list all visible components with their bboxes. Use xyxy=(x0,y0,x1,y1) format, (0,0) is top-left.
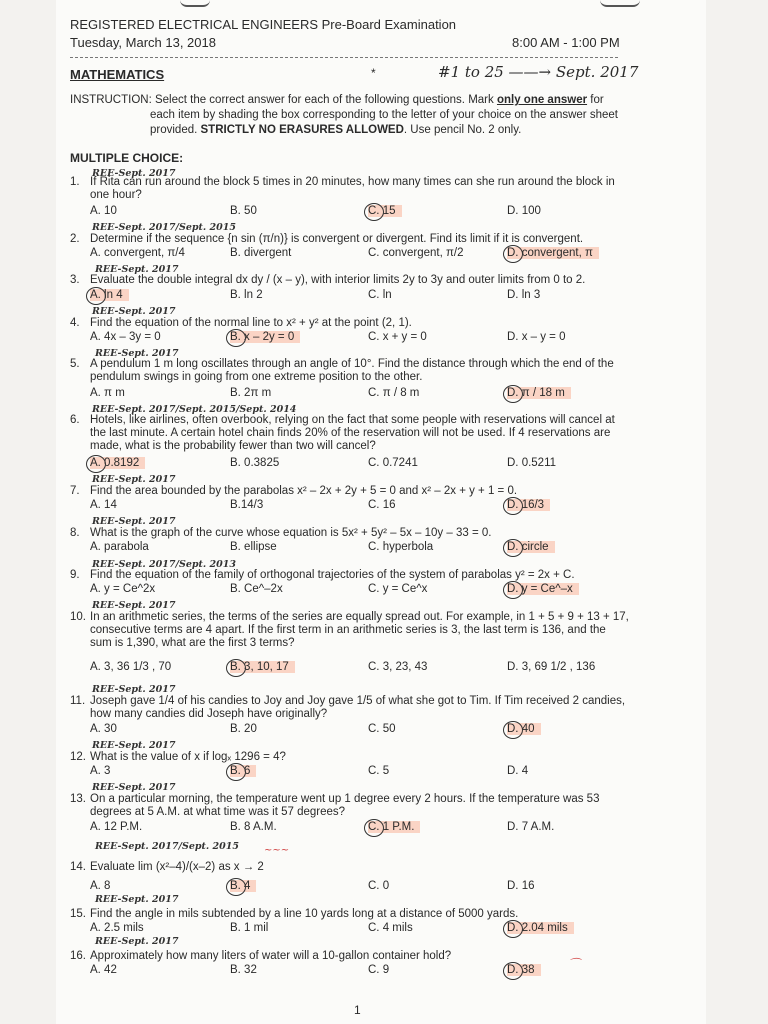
answer-circle-mark xyxy=(226,329,246,347)
question-number: 6. xyxy=(70,414,80,426)
answer-option-b: B. 50 xyxy=(230,205,257,217)
answer-option-b: B. ln 2 xyxy=(230,289,263,301)
handwritten-source-note: REE-Sept. 2017 xyxy=(92,306,176,317)
instructions xyxy=(70,93,630,138)
instruction-text-1b: for xyxy=(587,94,604,106)
question-text: Evaluate lim (x²–4)/(x–2) as x → 2 xyxy=(90,861,264,873)
instruction-text-1: INSTRUCTION: Select the correct answer for each of the following questions. Mark xyxy=(70,94,497,106)
question-text: A pendulum 1 m long oscillates through an angle of 10°. Find the distance through which the end of the pendulum swings in going from one extreme position to the other. xyxy=(90,358,614,383)
answer-option-b: B.14/3 xyxy=(230,499,264,511)
answer-option-b: B. x – 2y = 0 xyxy=(230,331,300,343)
handwritten-source-note: REE-Sept. 2017/Sept. 2013 xyxy=(92,559,236,570)
answer-option-b: B. 0.3825 xyxy=(230,457,280,469)
answer-option-c: C. 15 xyxy=(368,205,402,217)
question-text: Hotels, like airlines, often overbook, relying on the fact that some people with reservations will cancel at the last minute. A certain hotel chain finds 20% of the reservation will not be used. If 4 reservations are made, what is the probability fewer than two will cancel? xyxy=(90,414,615,452)
answer-option-d: D. 100 xyxy=(507,205,541,217)
handwritten-source-note: REE-Sept. 2017/Sept. 2015 xyxy=(92,222,236,233)
answer-option-c: C. 5 xyxy=(368,765,390,777)
handwritten-source-note: REE-Sept. 2017 xyxy=(92,474,176,485)
question-number: 10. xyxy=(70,611,86,623)
answer-option-a: A. 42 xyxy=(90,964,117,976)
instruction-line-3 xyxy=(70,123,630,138)
answer-option-a: A. 4x – 3y = 0 xyxy=(90,331,161,343)
question-text: What is the value of x if logₓ 1296 = 4? xyxy=(90,751,286,763)
answer-option-a: A. 3 xyxy=(90,765,111,777)
answer-option-d: D. 40 xyxy=(507,723,541,735)
answer-circle-mark xyxy=(503,581,523,599)
question-number: 9. xyxy=(70,569,80,581)
red-ink-scribble: ~~~ xyxy=(264,845,290,856)
question-number: 4. xyxy=(70,317,80,329)
answer-option-a: A. 12 P.M. xyxy=(90,821,143,833)
answer-option-d: D. y = Ce^–x xyxy=(507,583,579,595)
answer-option-a: A. 0.8192 xyxy=(90,457,145,469)
answer-option-d: D. circle xyxy=(507,541,555,553)
instruction-text-3: provided. xyxy=(150,124,201,136)
answer-option-b: B. 8 A.M. xyxy=(230,821,277,833)
star-mark: * xyxy=(371,66,376,80)
answer-option-d: D. ln 3 xyxy=(507,289,541,301)
scan-mark-left xyxy=(180,0,210,7)
exam-title: REGISTERED ELECTRICAL ENGINEERS Pre-Board Examination xyxy=(70,17,457,32)
handwritten-source-note: REE-Sept. 2017 xyxy=(95,936,179,947)
question-text: Joseph gave 1/4 of his candies to Joy and Joy gave 1/5 of what she got to Tim. If Tim received 2 candies, how many candies did Joseph have originally? xyxy=(90,695,626,720)
answer-option-c: C. 50 xyxy=(368,723,396,735)
answer-circle-mark xyxy=(364,819,384,837)
subject-title: MATHEMATICS xyxy=(70,67,165,82)
answer-circle-mark xyxy=(503,721,523,739)
answer-circle-mark xyxy=(86,287,106,305)
instruction-emphasis: only one answer xyxy=(496,94,588,106)
question-number: 8. xyxy=(70,527,80,539)
answer-option-c: C. 16 xyxy=(368,499,396,511)
handwritten-source-note: REE-Sept. 2017/Sept. 2015/Sept. 2014 xyxy=(92,404,297,415)
answer-option-d: D. 3, 69 1/2 , 136 xyxy=(507,661,596,673)
handwritten-source-note: REE-Sept. 2017 xyxy=(92,782,176,793)
handwritten-source-note: REE-Sept. 2017 xyxy=(95,264,179,275)
answer-option-d: D. 4 xyxy=(507,765,529,777)
handwritten-source-note: REE-Sept. 2017 xyxy=(92,600,176,611)
answer-option-c: C. 3, 23, 43 xyxy=(368,661,428,673)
question-text: Approximately how many liters of water will a 10-gallon container hold? xyxy=(90,950,452,962)
answer-option-a: A. 10 xyxy=(90,205,117,217)
handwritten-source-note: REE-Sept. 2017 xyxy=(92,684,176,695)
answer-option-c: C. 0.7241 xyxy=(368,457,418,469)
red-check-mark: ⌒ xyxy=(568,957,581,971)
question-text: Evaluate the double integral dx dy / (x – y), with interior limits 2y to 3y and outer limits from 0 to 2. xyxy=(90,274,586,286)
answer-option-b: B. 32 xyxy=(230,964,257,976)
question-number: 14. xyxy=(70,861,86,873)
answer-option-d: D. 0.5211 xyxy=(507,457,557,469)
answer-option-c: C. π / 8 m xyxy=(368,387,420,399)
question-number: 5. xyxy=(70,358,80,370)
instruction-text-3b: . Use pencil No. 2 only. xyxy=(403,124,522,136)
question-number: 11. xyxy=(70,695,86,707)
answer-option-d: D. 16 xyxy=(507,880,535,892)
question-text: Find the equation of the family of orthogonal trajectories of the system of parabolas y² = 2x + C. xyxy=(90,569,575,581)
question-text: What is the graph of the curve whose equation is 5x² + 5y² – 5x – 10y – 33 = 0. xyxy=(90,527,492,539)
answer-circle-mark xyxy=(226,763,246,781)
question-number: 12. xyxy=(70,751,86,763)
answer-option-d: D. x – y = 0 xyxy=(507,331,566,343)
instruction-warning: STRICTLY NO ERASURES ALLOWED xyxy=(200,124,404,136)
answer-option-d: D. convergent, π xyxy=(507,247,599,259)
answer-option-b: B. Ce^–2x xyxy=(230,583,283,595)
answer-option-c: C. y = Ce^x xyxy=(368,583,428,595)
answer-option-b: B. 1 mil xyxy=(230,922,269,934)
answer-option-c: C. convergent, π/2 xyxy=(368,247,464,259)
question-text: Determine if the sequence {n sin (π/n)} is convergent or divergent. Find its limit if it is convergent. xyxy=(90,233,584,245)
answer-option-b: B. divergent xyxy=(230,247,292,259)
section-heading: MULTIPLE CHOICE: xyxy=(70,151,184,165)
answer-option-a: A. 14 xyxy=(90,499,117,511)
handwritten-source-note: REE-Sept. 2017 xyxy=(95,348,179,359)
answer-circle-mark xyxy=(503,920,523,938)
answer-option-a: A. 8 xyxy=(90,880,111,892)
handwritten-source-note: REE-Sept. 2017 xyxy=(95,894,179,905)
answer-option-c: C. x + y = 0 xyxy=(368,331,427,343)
answer-option-a: A. y = Ce^2x xyxy=(90,583,156,595)
answer-circle-mark xyxy=(503,539,523,557)
answer-circle-mark xyxy=(226,659,246,677)
question-number: 2. xyxy=(70,233,80,245)
exam-date: Tuesday, March 13, 2018 xyxy=(70,35,216,50)
answer-option-b: B. 4 xyxy=(230,880,256,892)
answer-option-d: D. 2.04 mils xyxy=(507,922,574,934)
answer-circle-mark xyxy=(86,455,106,473)
answer-option-a: A. π m xyxy=(90,387,125,399)
handwritten-range-note: #1 to 25 ——→ Sept. 2017 xyxy=(438,63,639,81)
question-number: 7. xyxy=(70,485,80,497)
question-text: Find the equation of the normal line to x² + y² at the point (2, 1). xyxy=(90,317,412,329)
answer-option-d: D. 7 A.M. xyxy=(507,821,555,833)
answer-circle-mark xyxy=(503,497,523,515)
handwritten-source-note: REE-Sept. 2017 xyxy=(92,168,176,179)
instruction-text-2: each item by shading the box corresponding to the letter of your choice on the answer sheet xyxy=(150,109,618,121)
scan-mark-right xyxy=(600,0,640,7)
answer-option-c: C. 1 P.M. xyxy=(368,821,420,833)
answer-option-a: A. 30 xyxy=(90,723,117,735)
answer-option-d: D. 38 xyxy=(507,964,541,976)
answer-circle-mark xyxy=(503,245,523,263)
handwritten-source-note: REE-Sept. 2017 xyxy=(92,740,176,751)
question-text: On a particular morning, the temperature went up 1 degree every 2 hours. If the temperature was 53 degrees at 5 A.M. at what time was it 57 degrees? xyxy=(90,793,600,818)
answer-option-a: A. ln 4 xyxy=(90,289,129,301)
question-text: In an arithmetic series, the terms of the series are equally spread out. For example, in 1 + 5 + 9 + 13 + 17, consecutive terms are 4 apart. If the first term in an arithmetic series is 3, the last term is 136, and the sum is 1,390, what are the first 3 terms? xyxy=(90,611,629,649)
answer-option-a: A. parabola xyxy=(90,541,149,553)
page-number: 1 xyxy=(354,1003,361,1017)
question-number: 13. xyxy=(70,793,86,805)
answer-option-d: D. 16/3 xyxy=(507,499,550,511)
question-number: 15. xyxy=(70,908,86,920)
answer-option-a: A. 3, 36 1/3 , 70 xyxy=(90,661,172,673)
question-text: Find the angle in mils subtended by a line 10 yards long at a distance of 5000 yards. xyxy=(90,908,519,920)
answer-option-a: A. 2.5 mils xyxy=(90,922,144,934)
answer-option-b: B. 20 xyxy=(230,723,257,735)
question-number: 1. xyxy=(70,176,80,188)
handwritten-source-note: REE-Sept. 2017 xyxy=(92,516,176,527)
answer-circle-mark xyxy=(503,385,523,403)
answer-option-c: C. 9 xyxy=(368,964,390,976)
answer-option-c: C. hyperbola xyxy=(368,541,434,553)
answer-option-c: C. 4 mils xyxy=(368,922,413,934)
answer-circle-mark xyxy=(503,962,523,980)
answer-option-c: C. ln xyxy=(368,289,392,301)
exam-time: 8:00 AM - 1:00 PM xyxy=(512,35,620,50)
answer-option-b: B. 6 xyxy=(230,765,256,777)
header-divider xyxy=(70,57,618,58)
answer-circle-mark xyxy=(364,203,384,221)
question-text: Find the area bounded by the parabolas x² – 2x + 2y + 5 = 0 and x² – 2x + y + 1 = 0. xyxy=(90,485,518,497)
answer-option-b: B. ellipse xyxy=(230,541,277,553)
answer-option-a: A. convergent, π/4 xyxy=(90,247,185,259)
answer-option-b: B. 2π m xyxy=(230,387,272,399)
question-number: 3. xyxy=(70,274,80,286)
answer-option-c: C. 0 xyxy=(368,880,390,892)
handwritten-source-note: REE-Sept. 2017/Sept. 2015 xyxy=(95,841,239,852)
answer-option-d: D. π / 18 m xyxy=(507,387,571,399)
question-text: If Rita can run around the block 5 times in 20 minutes, how many times can she run around the block in one hour? xyxy=(90,176,615,201)
answer-option-b: B. 3, 10, 17 xyxy=(230,661,295,673)
answer-circle-mark xyxy=(226,878,246,896)
question-number: 16. xyxy=(70,950,86,962)
